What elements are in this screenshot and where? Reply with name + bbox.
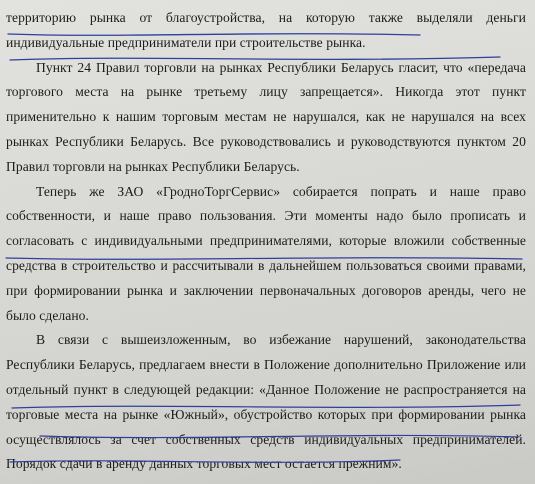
document-body (6, 6, 526, 477)
paragraph-4: В связи с вышеизложенным, во избежание нарушений, законодательства Республики Беларусь, предлагаем внести в Положение дополнительно Приложение или отдельный пункт в следующей редакции: «Данное Положение не распространяется на торговые места на рынке «Южный», обустройство которых при формировании рынка осуществлялось за счет собственных средств индивидуальных предпринимателей. Порядок сдачи в аренду данных торговых мест остается прежним». (6, 332, 526, 472)
paragraph-3: Теперь же ЗАО «ГродноТоргСервис» собирается попрать и наше право собственности, и наше право пользования. Эти моменты надо было прописать и согласовать с индивидуальными предпринимателями, которые вложили собственные средства в строительство и рассчитывали в дальнейшем пользоваться своими правами, при формировании рынка и заключении первоначальных договоров аренды, чего не было сделано. (6, 183, 526, 323)
paragraph-1: территорию рынка от благоустройства, на которую также выделяли деньги индивидуальные предприниматели при строительстве рынка. (6, 10, 526, 50)
paragraph-2: Пункт 24 Правил торговли на рынках Республики Беларусь гласит, что «передача торгового места на рынке третьему лицу запрещается». Никогда этот пункт применительно к нашим торговым местам не нарушался, как не нарушался на всех рынках Республики Беларусь. Все руководствовались и руководствуются пунктом 20 Правил торговли на рынках Республики Беларусь. (6, 59, 526, 174)
